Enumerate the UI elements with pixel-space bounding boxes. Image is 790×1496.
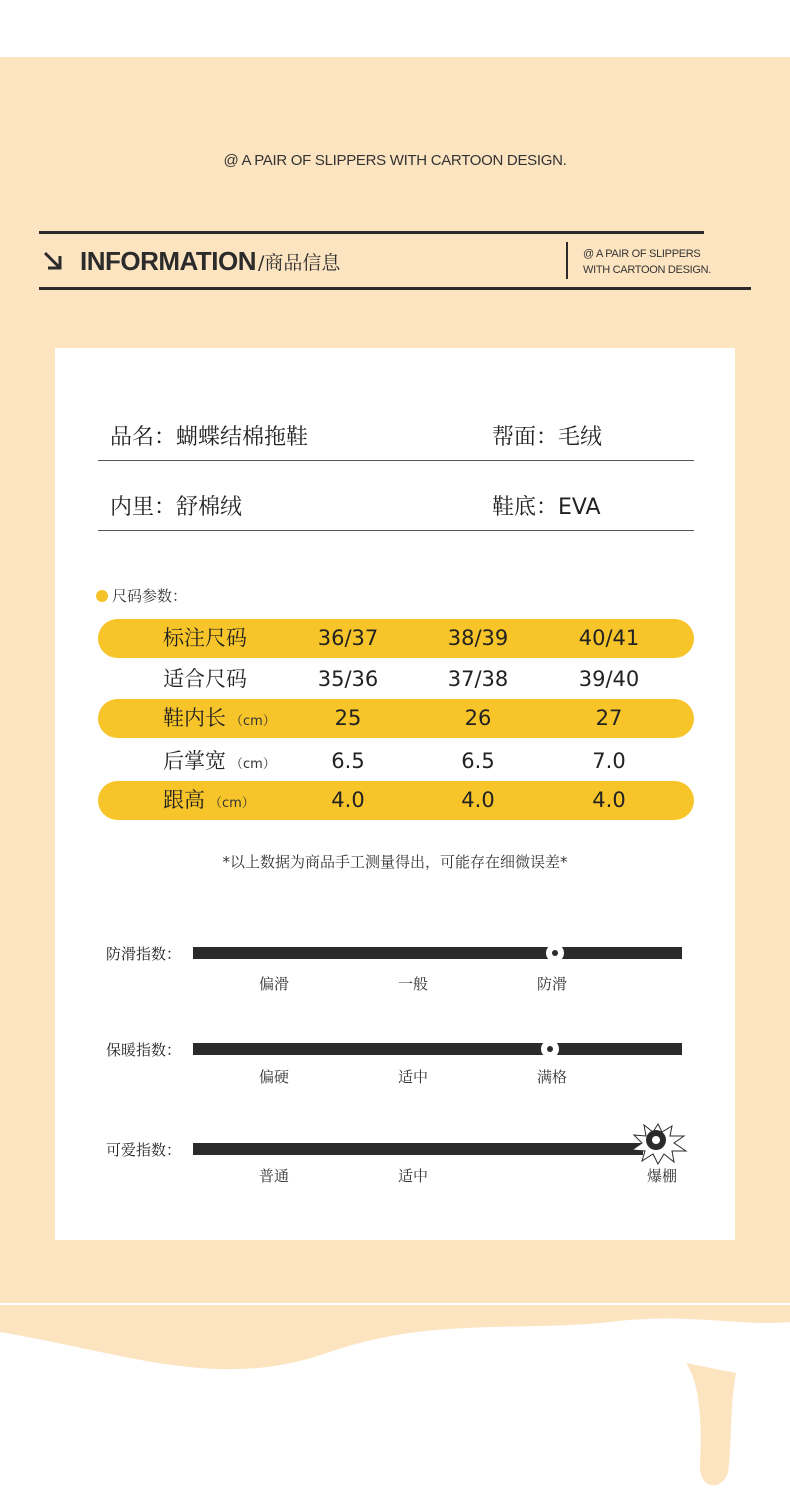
table-cell: 6.5 <box>331 749 365 773</box>
drip-decoration <box>0 1303 790 1496</box>
bullet-dot-icon <box>96 590 108 602</box>
spec-lining: 内里：舒棉绒 <box>110 495 243 520</box>
index-tick: 满格 <box>536 1068 567 1086</box>
table-cell: 27 <box>595 706 623 730</box>
table-cell: 37/38 <box>447 667 509 691</box>
table-cell: 35/36 <box>317 667 379 691</box>
row-label-text: 适合尺码 <box>163 667 247 691</box>
table-row <box>98 699 694 738</box>
index-label: 保暖指数： <box>106 1041 182 1059</box>
table-cell: 36/37 <box>317 626 379 650</box>
row-label <box>163 660 251 699</box>
spec-divider-2 <box>98 530 694 531</box>
row-label-text: 跟高 <box>163 788 205 812</box>
row-label <box>163 742 276 781</box>
side-note <box>583 246 711 278</box>
index-tick: 适中 <box>397 1068 428 1086</box>
size-table-title-text: 尺码参数： <box>112 587 188 605</box>
table-cell: 39/40 <box>578 667 640 691</box>
info-heading <box>42 243 340 279</box>
index-tick: 偏滑 <box>258 975 289 993</box>
row-unit: （cm） <box>230 757 276 772</box>
index-tick: 普通 <box>258 1167 289 1185</box>
table-cell: 25 <box>334 706 362 730</box>
index-tick: 一般 <box>397 975 428 993</box>
table-cell: 4.0 <box>592 788 626 812</box>
index-bar <box>193 947 682 959</box>
row-label <box>163 619 251 658</box>
index-label: 防滑指数： <box>106 945 182 963</box>
spec-name: 品名：蝴蝶结棉拖鞋 <box>110 425 309 450</box>
measurement-note: *以上数据为商品手工测量得出，可能存在细微误差* <box>222 853 568 871</box>
table-cell: 7.0 <box>592 749 626 773</box>
row-label-text: 鞋内长 <box>163 706 226 730</box>
index-bar <box>193 1043 682 1055</box>
spec-divider-1 <box>98 460 694 461</box>
info-title: INFORMATION <box>80 245 256 276</box>
row-label-text: 后掌宽 <box>163 749 226 773</box>
table-row <box>98 742 694 781</box>
table-cell: 4.0 <box>331 788 365 812</box>
table-row <box>98 781 694 820</box>
table-cell: 26 <box>464 706 492 730</box>
index-label: 可爱指数： <box>106 1141 182 1159</box>
burst-knob-icon <box>628 1120 688 1165</box>
header-top-rule <box>39 231 704 234</box>
index-tick: 偏硬 <box>258 1068 289 1086</box>
table-cell: 6.5 <box>461 749 495 773</box>
table-cell: 4.0 <box>461 788 495 812</box>
size-table-title <box>96 585 187 606</box>
index-knob <box>546 944 564 962</box>
arrow-down-right-icon <box>42 250 64 272</box>
index-tick: 适中 <box>397 1167 428 1185</box>
index-knob <box>541 1040 559 1058</box>
table-row <box>98 660 694 699</box>
top-tagline: @ A PAIR OF SLIPPERS WITH CARTOON DESIGN. <box>223 152 567 169</box>
table-cell: 40/41 <box>578 626 640 650</box>
row-label <box>163 781 255 820</box>
table-cell: 38/39 <box>447 626 509 650</box>
info-title-cn: /商品信息 <box>258 251 341 274</box>
header-divider <box>566 242 568 279</box>
index-bar <box>193 1143 643 1155</box>
index-tick: 防滑 <box>536 975 567 993</box>
side-note-line1: @ A PAIR OF SLIPPERS <box>583 248 701 260</box>
spec-upper: 帮面：毛绒 <box>492 425 603 450</box>
row-unit: （cm） <box>209 796 255 811</box>
row-label <box>163 699 276 738</box>
spec-sole: 鞋底：EVA <box>492 495 601 520</box>
table-row <box>98 619 694 658</box>
side-note-line2: WITH CARTOON DESIGN. <box>583 264 712 276</box>
header-bottom-rule <box>39 287 751 290</box>
row-label-text: 标注尺码 <box>163 626 247 650</box>
index-tick: 爆棚 <box>646 1167 677 1185</box>
row-unit: （cm） <box>230 714 276 729</box>
